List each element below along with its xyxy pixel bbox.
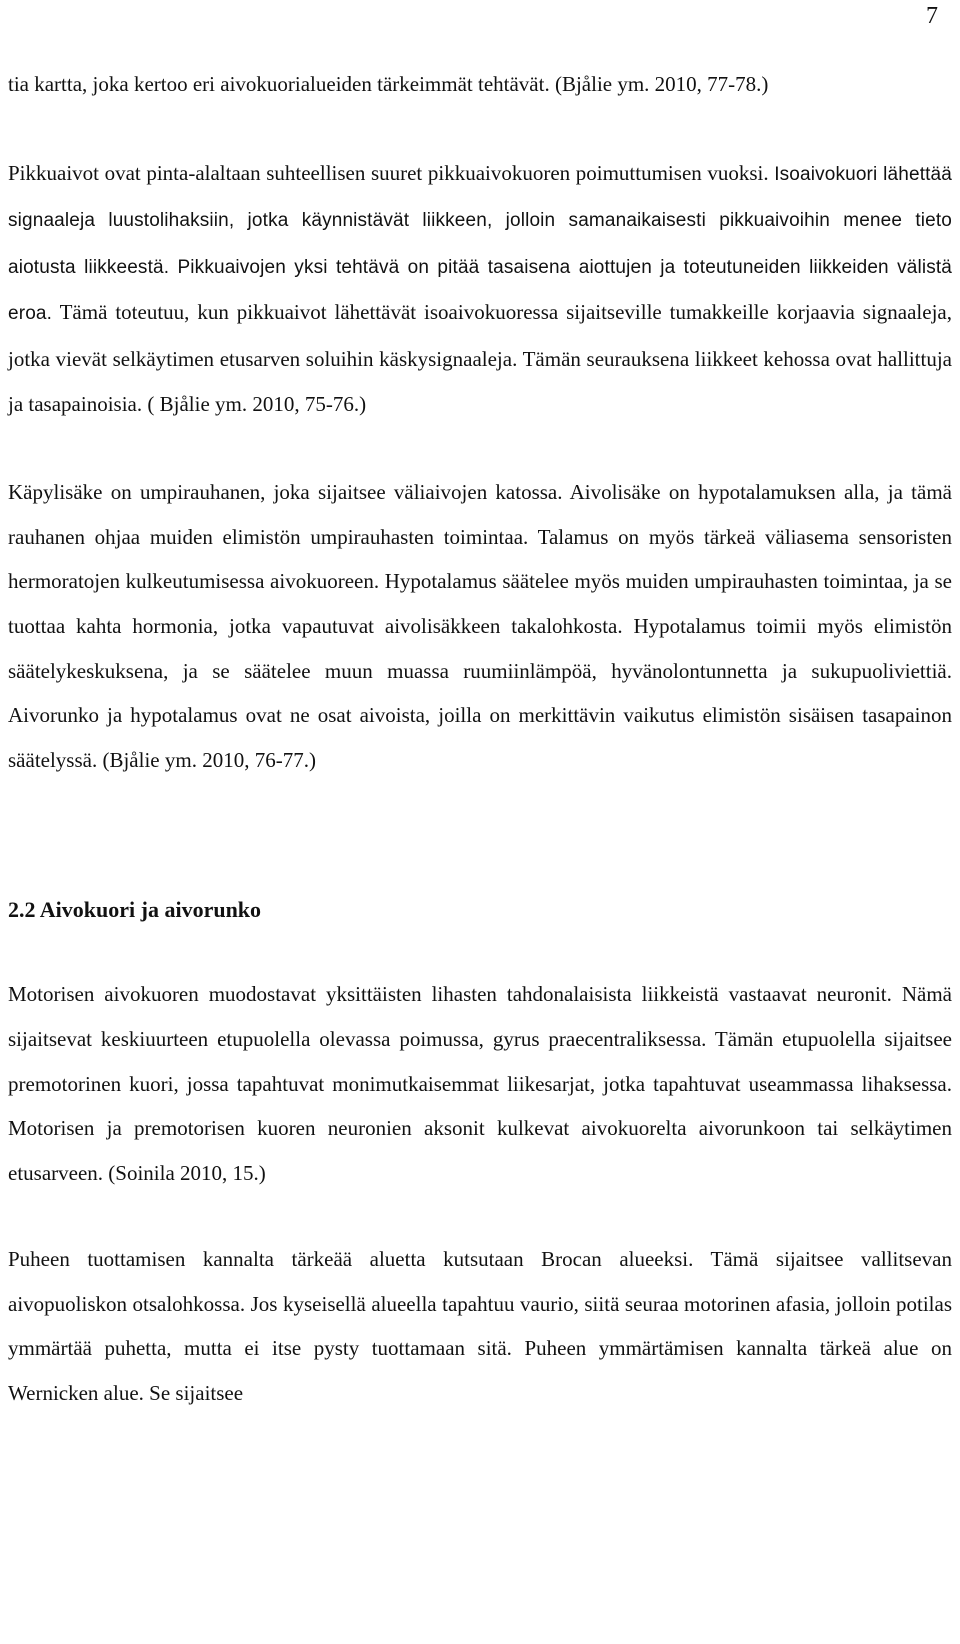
paragraph-kapylisake: Käpylisäke on umpirauhanen, joka sijaitsee väliaivojen katossa. Aivolisäke on hypotalamuksen alla, ja tämä rauhanen ohjaa muiden elimistön umpirauhasten toimintaa. Talamus on myös tärkeä väliasema sensoristen hermoratojen kulkeutumisessa aivokuoreen. Hypotalamus säätelee myös muiden umpirauhasten toimintaa, ja se tuottaa kahta hormonia, jotka vapautuvat aivolisäkkeen takalohkosta. Hypotalamus toimii myös elimistön säätelykeskuksena, ja se säätelee muun muassa ruumiinlämpöä, hyvänolontunnetta ja sukupuoliviettiä. Aivorunko ja hypotalamus ovat ne osat aivoista, joilla on merkittävin vaikutus elimistön sisäisen tasapainon säätelyssä. (Bjålie ym. 2010, 76-77.) — [8, 480, 952, 772]
paragraph-puhe: Puheen tuottamisen kannalta tärkeää aluetta kutsutaan Brocan alueeksi. Tämä sijaitsee vallitsevan aivopuoliskon otsalohkossa. Jos kyseisellä alueella tapahtuu vaurio, siitä seuraa motorinen afasia, jolloin potilas ymmärtää puhetta, mutta ei itse pysty tuottamaan sitä. Puheen ymmärtämisen kannalta tärkeä alue on Wernicken alue. Se sijaitsee — [8, 1247, 952, 1406]
paragraph-motorinen-aivokuori: Motorisen aivokuoren muodostavat yksittäisten lihasten tahdonalaisista liikkeistä vastaavat neuronit. Nämä sijaitsevat keskiuurteen etupuolella olevassa poimussa, gyrus praecentraliksessa. Tämän etupuolella sijaitsee premotorinen kuori, jossa tapahtuvat monimutkaisemmat liikesarjat, jotka tapahtuvat useammassa lihaksessa. Motorisen ja premotorisen kuoren neuronien aksonit kulkevat aivokuorelta aivorunkoon tai selkäytimen etusarveen. (Soinila 2010, 15.) — [8, 982, 952, 1185]
pikkuaivot-text-part2: Isoaivokuori lähettää signaaleja luustolihaksiin, jotka käynnistävät liikkeen, jolloin samanaikaisesti pikkuaivoihin menee tieto aiotusta liikkeestä. Pikkuaivojen yksi tehtävä on pitää tasaisena aiottujen ja toteutuneiden liikkeiden välistä eroa. — [8, 163, 952, 325]
pikkuaivot-text-part3: Tämä toteutuu, kun pikkuaivot lähettävät isoaivokuoressa sijaitseville tumakkeille korjaavia signaaleja, jotka vievät selkäytimen etusarven soluihin käskysignaaleja. Tämän seurauksena liikkeet kehossa ovat hallittuja ja tasapainoisia. ( Bjålie ym. 2010, 75-76.) — [8, 300, 952, 416]
page-number: 7 — [926, 3, 938, 29]
paragraph-intro: tia kartta, joka kertoo eri aivokuorialueiden tärkeimmät tehtävät. (Bjålie ym. 2010, 77-78.) — [8, 72, 769, 96]
document-page — [8, 62, 952, 1416]
section-heading: 2.2 Aivokuori ja aivorunko — [8, 897, 262, 923]
pikkuaivot-text-part1: Pikkuaivot ovat pinta-alaltaan suhteellisen suuret pikkuaivokuoren poimuttumisen vuoksi. — [8, 160, 769, 185]
paragraph-pikkuaivot — [8, 151, 952, 427]
